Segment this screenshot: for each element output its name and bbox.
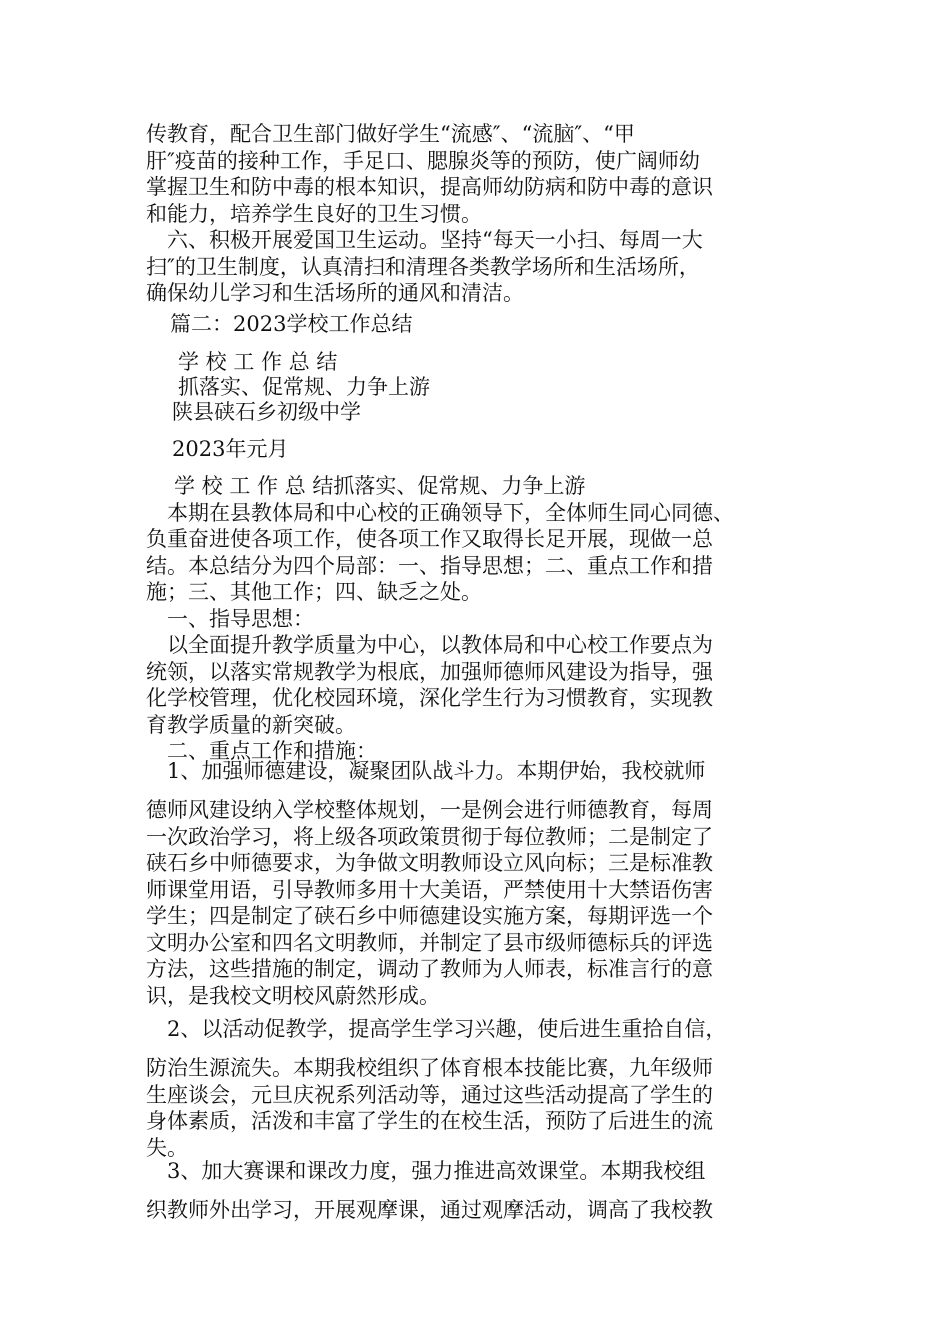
paragraph-item-2 [146,1055,836,1161]
cover-title: 学 校 工 作 总 结 [178,350,338,374]
text-line: 防治生源流失。本期我校组织了体育根本技能比赛，九年级师 [146,1056,713,1080]
text-line: 一、指导思想： [146,606,314,631]
text-line: 文明办公室和四名文明教师，并制定了县市级师德标兵的评选 [146,930,713,955]
cover-subtitle: 抓落实、促常规、力争上游 [178,375,430,399]
section-heading: 篇二：2023学校工作总结 [170,312,413,336]
item-3-first-line: 3、加大赛课和课改力度，强力推进高效课堂。本期我校组 [146,1159,706,1183]
text-line: 生座谈会，元旦庆祝系列活动等，通过这些活动提高了学生的 [146,1082,713,1107]
cover-date: 2023年元月 [172,437,289,461]
text-line: 识，是我校文明校风蔚然形成。 [146,983,440,1008]
text-line: 化学校管理，优化校园环境，深化学生行为习惯教育，实现教 [146,686,713,710]
text-line: 扫″的卫生制度，认真清扫和清理各类教学场所和生活场所， [146,254,700,279]
text-line: 六、积极开展爱国卫生运动。坚持“每天一小扫、每周一大 [146,228,703,252]
text-line: 确保幼儿学习和生活场所的通风和清洁。 [146,281,524,305]
text-line: 二、重点工作和措施： [146,739,377,763]
text-line: 掌握卫生和防中毒的根本知识，提高师幼防病和防中毒的意识 [146,175,713,199]
item-2-first-line: 2、以活动促教学，提高学生学习兴趣，使后进生重拾自信， [146,1017,727,1041]
text-line: 学生；四是制定了硖石乡中师德建设实施方案，每期评选一个 [146,904,713,928]
text-line: 身体素质，活泼和丰富了学生的在校生活，预防了后进生的流 [146,1109,713,1133]
paragraph-item-3 [146,1197,836,1224]
text-line: 结。本总结分为四个局部：一、指导思想；二、重点工作和措 [146,553,713,578]
text-line: 以全面提升教学质量为中心，以教体局和中心校工作要点为 [146,633,713,657]
cover-school: 陕县硖石乡初级中学 [172,400,361,424]
item-1-first-line: 1、加强师德建设，凝聚团队战斗力。本期伊始，我校就师 [146,759,706,783]
text-line: 肝″疫苗的接种工作，手足口、腮腺炎等的预防，使广阔师幼 [146,148,700,173]
text-line: 和能力，培养学生良好的卫生习惯。 [146,201,482,226]
text-line: 失。 [146,1135,188,1160]
text-line: 织教师外出学习，开展观摩课，通过观摩活动，调高了我校教 [146,1198,713,1222]
text-line: 硖石乡中师德要求，为争做文明教师设立风向标；三是标准教 [146,851,713,875]
paragraph-summary [146,473,836,765]
text-line: 师课堂用语，引导教师多用十大美语，严禁使用十大禁语伤害 [146,877,713,902]
text-line: 德师风建设纳入学校整体规划，一是例会进行师德教育，每周 [146,798,713,822]
text-line: 一次政治学习，将上级各项政策贯彻于每位教师；二是制定了 [146,824,713,849]
text-line: 本期在县教体局和中心校的正确领导下，全体师生同心同德、 [146,500,734,525]
text-line: 方法，这些措施的制定，调动了教师为人师表，标准言行的意 [146,957,713,981]
paragraph-hygiene [146,121,836,307]
text-line: 传教育，配合卫生部门做好学生“流感″、“流脑″、“甲 [146,122,635,146]
text-line: 施；三、其他工作；四、缺乏之处。 [146,580,482,604]
text-line: 育教学质量的新突破。 [146,712,356,737]
paragraph-item-1 [146,797,836,1009]
text-line: 统领，以落实常规教学为根底，加强师德师风建设为指导，强 [146,659,713,684]
text-line: 负重奋进使各项工作，使各项工作又取得长足开展，现做一总 [146,527,713,551]
text-line: 学 校 工 作 总 结抓落实、促常规、力争上游 [174,474,586,498]
